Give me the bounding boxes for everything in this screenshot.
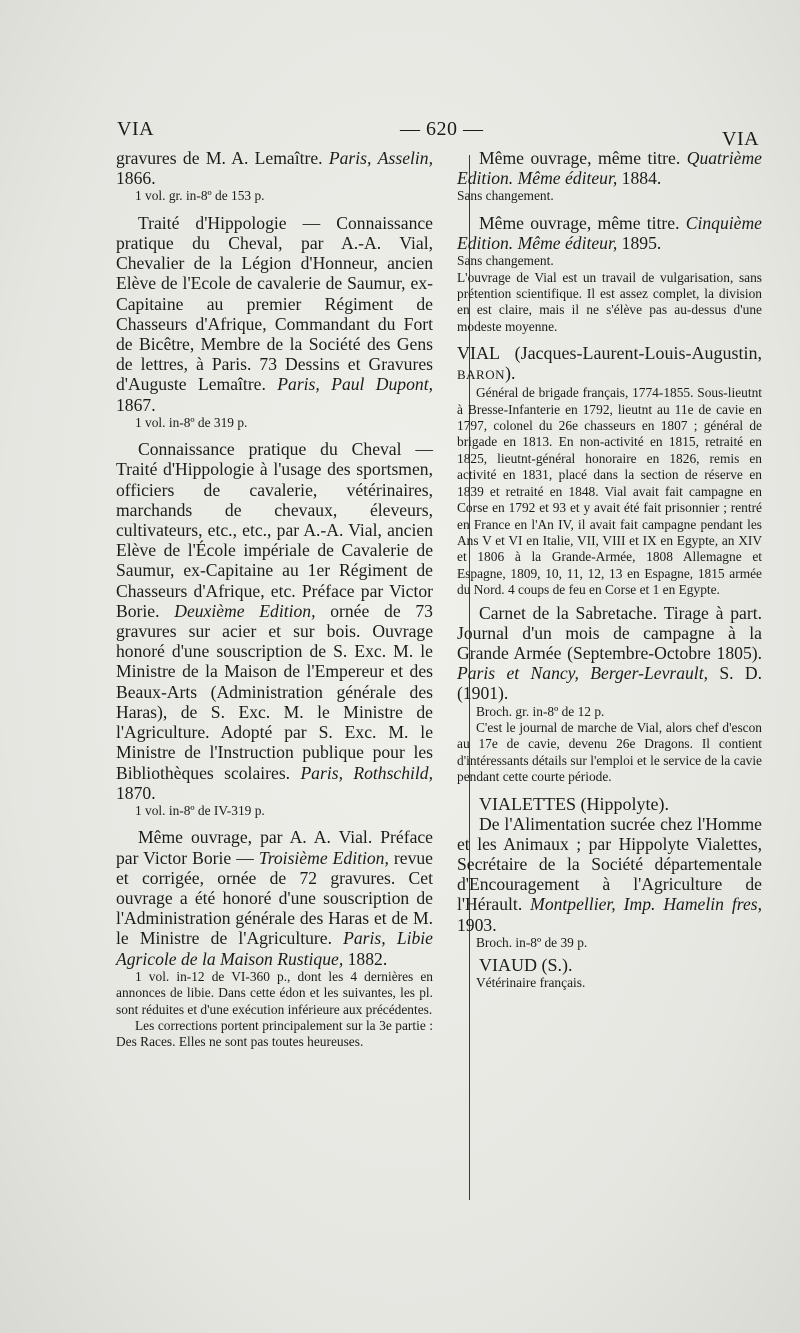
entry-paragraph <box>457 814 762 935</box>
edition: Deuxième Edition, <box>174 600 316 621</box>
text: ornée de 73 gravures sur acier et sur bois. Ouvrage honoré d'une souscription de S. Exc. M. le Ministre de la Maison de l'Empereur et des Beaux-Arts (Administration générale des Haras), de S. Exc. M. le Ministre de l'Agriculture. Adopté par S. Exc. M. le Ministre de l'Instruction publique pour les Bibliothèques scolaires. <box>116 600 433 783</box>
entry-note: C'est le journal de marche de Vial, alors chef d'escon au 17e de cavie, devenu 26e Dragons. Il contient d'intéressants détails sur l'emploi et le service de la cavie pendant cette courte période. <box>457 719 762 785</box>
imprint-publisher: Asselin, <box>377 148 433 168</box>
entry-note: Sans changement. <box>457 188 554 204</box>
entry-note: Broch. gr. in-8º de 12 p. <box>476 703 605 719</box>
imprint: Paris, Libie Agricole de la Maison Rustique, <box>116 928 433 969</box>
imprint: Paris, Rothschild, <box>300 762 433 783</box>
text: revue et corrigée, ornée de 72 gravures. Cet ouvrage a été honoré d'une souscription de l'Administration générale des Haras et de M. le Ministre de l'Agriculture. <box>116 847 433 949</box>
text: Traité d'Hippologie — Connaissance pratique du Cheval, par A.-A. Vial, Chevalier de la Légion d'Honneur, ancien Elève de l'Ecole de cavalerie de Saumur, ex-Capitaine au premier Régiment de Chasseurs d'Afrique, Commandant du Fort de Bicêtre, Membre de la Société des Gens de lettres, à Paris. 73 Dessins et Gravures d'Auguste Lemaître. <box>116 212 433 395</box>
imprint-year: 1884. <box>621 168 662 189</box>
page-number: — 620 — <box>400 118 484 140</box>
entry-paragraph <box>116 827 433 968</box>
right-column <box>457 148 762 992</box>
entry-note: Les corrections portent principalement sur la 3e partie : Des Races. Elles ne sont pas toutes heureuses. <box>116 1017 433 1050</box>
entry-note: 1 vol. in-8º de IV-319 p. <box>135 802 265 818</box>
text: ). <box>505 363 516 384</box>
text: Carnet de la Sabretache. Tirage à part. Journal d'un mois de campagne à la Grande Armée (Septembre-Octobre 1805). <box>457 602 762 663</box>
imprint: Paris, Paul Dupont, <box>277 374 433 395</box>
entry-heading: VIALETTES (Hippolyte). <box>479 793 669 814</box>
header-right-word: VIA <box>722 128 760 150</box>
entry-paragraph <box>116 439 433 803</box>
entry-paragraph <box>116 148 433 188</box>
edition: Cinquième Edition. Même éditeur, <box>457 212 762 254</box>
imprint-year: S. D. (1901). <box>457 663 763 704</box>
entry-paragraph <box>457 148 762 188</box>
text: De l'Alimentation sucrée chez l'Homme et les Animaux ; par Hippolyte Vialettes, Secrétaire de la Société départementale d'Encouragement à l'Agriculture de l'Hérault. <box>457 813 762 915</box>
entry-note: 1 vol. in-8º de 319 p. <box>135 414 248 430</box>
edition: Troisième Edition, <box>258 847 389 868</box>
text: Connaissance pratique du Cheval — Traité d'Hippologie à l'usage des sportsmen, officiers de cavalerie, vétérinaires, marchands de chevaux, éleveurs, cultivateurs, etc., etc., par A.-A. Vial, ancien Elève de l'École impériale de Cavalerie de Saumur, ex-Capitaine au 1er Régiment de Chasseurs d'Afrique, etc. Préface par Victor Borie. <box>116 439 433 621</box>
imprint-year: 1903. <box>457 914 497 935</box>
imprint-year: 1870. <box>116 782 156 803</box>
entry-paragraph <box>457 213 762 253</box>
text: Même ouvrage, même titre. <box>479 212 680 233</box>
text: Même ouvrage, même titre. <box>479 148 681 168</box>
entry-heading <box>457 343 762 385</box>
imprint-year: 1882. <box>347 948 388 969</box>
entry-heading: VIAUD (S.). <box>479 955 573 976</box>
entry-paragraph <box>457 603 762 704</box>
page-header <box>0 118 800 148</box>
text: gravures de M. A. Lemaître. <box>116 148 323 168</box>
text: Même ouvrage, par A. A. Vial. Préface par Victor Borie — <box>116 827 433 868</box>
imprint: Montpellier, Imp. Hamelin fres, <box>530 894 762 915</box>
author-biography: Général de brigade français, 1774-1855. Sous-lieutnt à Bresse-Infanterie en 1792, lieutnt au 11e de cavie en 1797, colonel du 26e chasseurs en 1807 ; général de brigade en 1813. En non-activité en 1815, retraité en 1825, lieutnt-général honoraire en 1826, remis en activité en 1831, placé dans la section de réserve en 1839 et retraité en 1848. Vial avait fait campagne en Corse en 1792 et 93 et y avait été fait prisonnier ; rentré en France en l'An IV, il avait fait campagne pendant les Ans V et VI en Italie, VII, VIII et IX en Egypte, an XIV et 1806 à la Grande-Armée, 1808 Allemagne et Espagne, 1809, 10, 11, 12, 13 en Espagne, 1815 armée du Nord. 4 coups de feu en Corse et 1 en Egypte. <box>457 385 762 598</box>
imprint-year: 1895. <box>621 233 662 254</box>
author-name: VIAL (Jacques-Laurent-Louis-Augustin, <box>457 343 762 364</box>
author-title: BARON <box>457 367 506 383</box>
left-column <box>116 148 433 1051</box>
imprint-year: 1867. <box>116 394 156 415</box>
entry-note: Vétérinaire français. <box>476 975 586 991</box>
edition: Quatrième Edition. Même éditeur, <box>457 148 762 189</box>
entry-note: 1 vol. in-12 de VI-360 p., dont les 4 dernières en annonces de libie. Dans cette édon et les suivantes, les pl. sont réduites et d'une exécution inférieure aux précédentes. <box>116 968 433 1017</box>
entry-note: Broch. in-8º de 39 p. <box>476 934 588 950</box>
imprint-year: 1866. <box>116 168 156 189</box>
entry-paragraph <box>116 213 433 415</box>
entry-note: 1 vol. gr. in-8º de 153 p. <box>135 188 265 204</box>
entry-note: Sans changement. <box>457 253 554 269</box>
entry-note: L'ouvrage de Vial est un travail de vulgarisation, sans prétention scientifique. Il est assez complet, la division en est claire, mais il ne s'élève pas au-dessus d'une modeste moyenne. <box>457 269 762 334</box>
header-left-word: VIA <box>117 118 155 140</box>
imprint: Paris et Nancy, Berger-Levrault, <box>457 663 708 684</box>
imprint-city: Paris, <box>328 148 372 168</box>
